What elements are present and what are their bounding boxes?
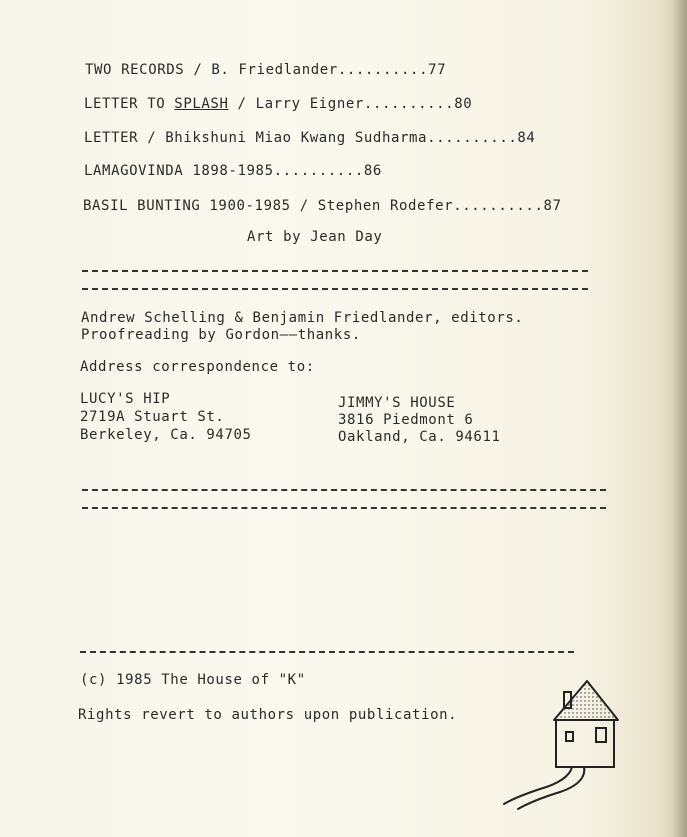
proofreading-line: Proofreading by Gordon——thanks. bbox=[81, 327, 361, 343]
toc-entry-title: LAMAGOVINDA 1898-1985 bbox=[84, 163, 274, 179]
copyright: (c) 1985 The House of "K" bbox=[80, 672, 306, 688]
toc-entry-dots: .......... bbox=[273, 163, 364, 179]
divider-dashed bbox=[82, 489, 606, 491]
toc-entry-title: TWO RECORDS / B. Friedlander bbox=[85, 62, 338, 78]
editors-line: Andrew Schelling & Benjamin Friedlander, editors. bbox=[81, 310, 524, 326]
toc-entry-1 bbox=[85, 62, 446, 78]
divider-dashed bbox=[82, 507, 606, 509]
house-drawing-icon bbox=[500, 676, 630, 816]
toc-entry-dots: .......... bbox=[337, 62, 429, 78]
toc-entry-title: / Larry Eigner bbox=[228, 96, 364, 112]
address-right-city: Oakland, Ca. 94611 bbox=[338, 429, 501, 445]
toc-entry-dots: .......... bbox=[453, 198, 544, 214]
divider-dashed bbox=[80, 651, 574, 653]
toc-entry-page: 86 bbox=[363, 163, 382, 179]
toc-entry-title: LETTER TO bbox=[84, 96, 175, 112]
address-left-street: 2719A Stuart St. bbox=[80, 409, 225, 425]
address-heading: Address correspondence to: bbox=[80, 359, 315, 375]
toc-entry-page: 80 bbox=[454, 96, 473, 112]
toc-entry-title: BASIL BUNTING 1900-1985 / Stephen Rodefer bbox=[83, 198, 454, 214]
address-left-name: LUCY'S HIP bbox=[80, 391, 171, 407]
address-right-name: JIMMY'S HOUSE bbox=[338, 395, 456, 411]
art-credit: Art by Jean Day bbox=[247, 229, 383, 245]
toc-entry-5 bbox=[83, 198, 562, 214]
book-gutter bbox=[673, 0, 687, 837]
address-right-street: 3816 Piedmont 6 bbox=[338, 412, 474, 428]
toc-entry-2 bbox=[84, 96, 472, 112]
divider-dashed bbox=[82, 270, 588, 272]
toc-entry-3 bbox=[84, 130, 535, 146]
divider-dashed bbox=[82, 288, 588, 290]
address-left-city: Berkeley, Ca. 94705 bbox=[80, 427, 252, 443]
toc-entry-dots: .......... bbox=[427, 130, 518, 146]
toc-entry-title: LETTER / Bhikshuni Miao Kwang Sudharma bbox=[84, 130, 428, 146]
toc-entry-page: 77 bbox=[428, 62, 447, 78]
toc-entry-dots: .......... bbox=[363, 96, 455, 112]
rights-notice: Rights revert to authors upon publication. bbox=[78, 707, 458, 723]
toc-entry-page: 84 bbox=[517, 130, 536, 146]
toc-entry-title-underlined: SPLASH bbox=[174, 96, 229, 112]
toc-entry-4 bbox=[84, 163, 382, 179]
toc-entry-page: 87 bbox=[543, 198, 562, 214]
